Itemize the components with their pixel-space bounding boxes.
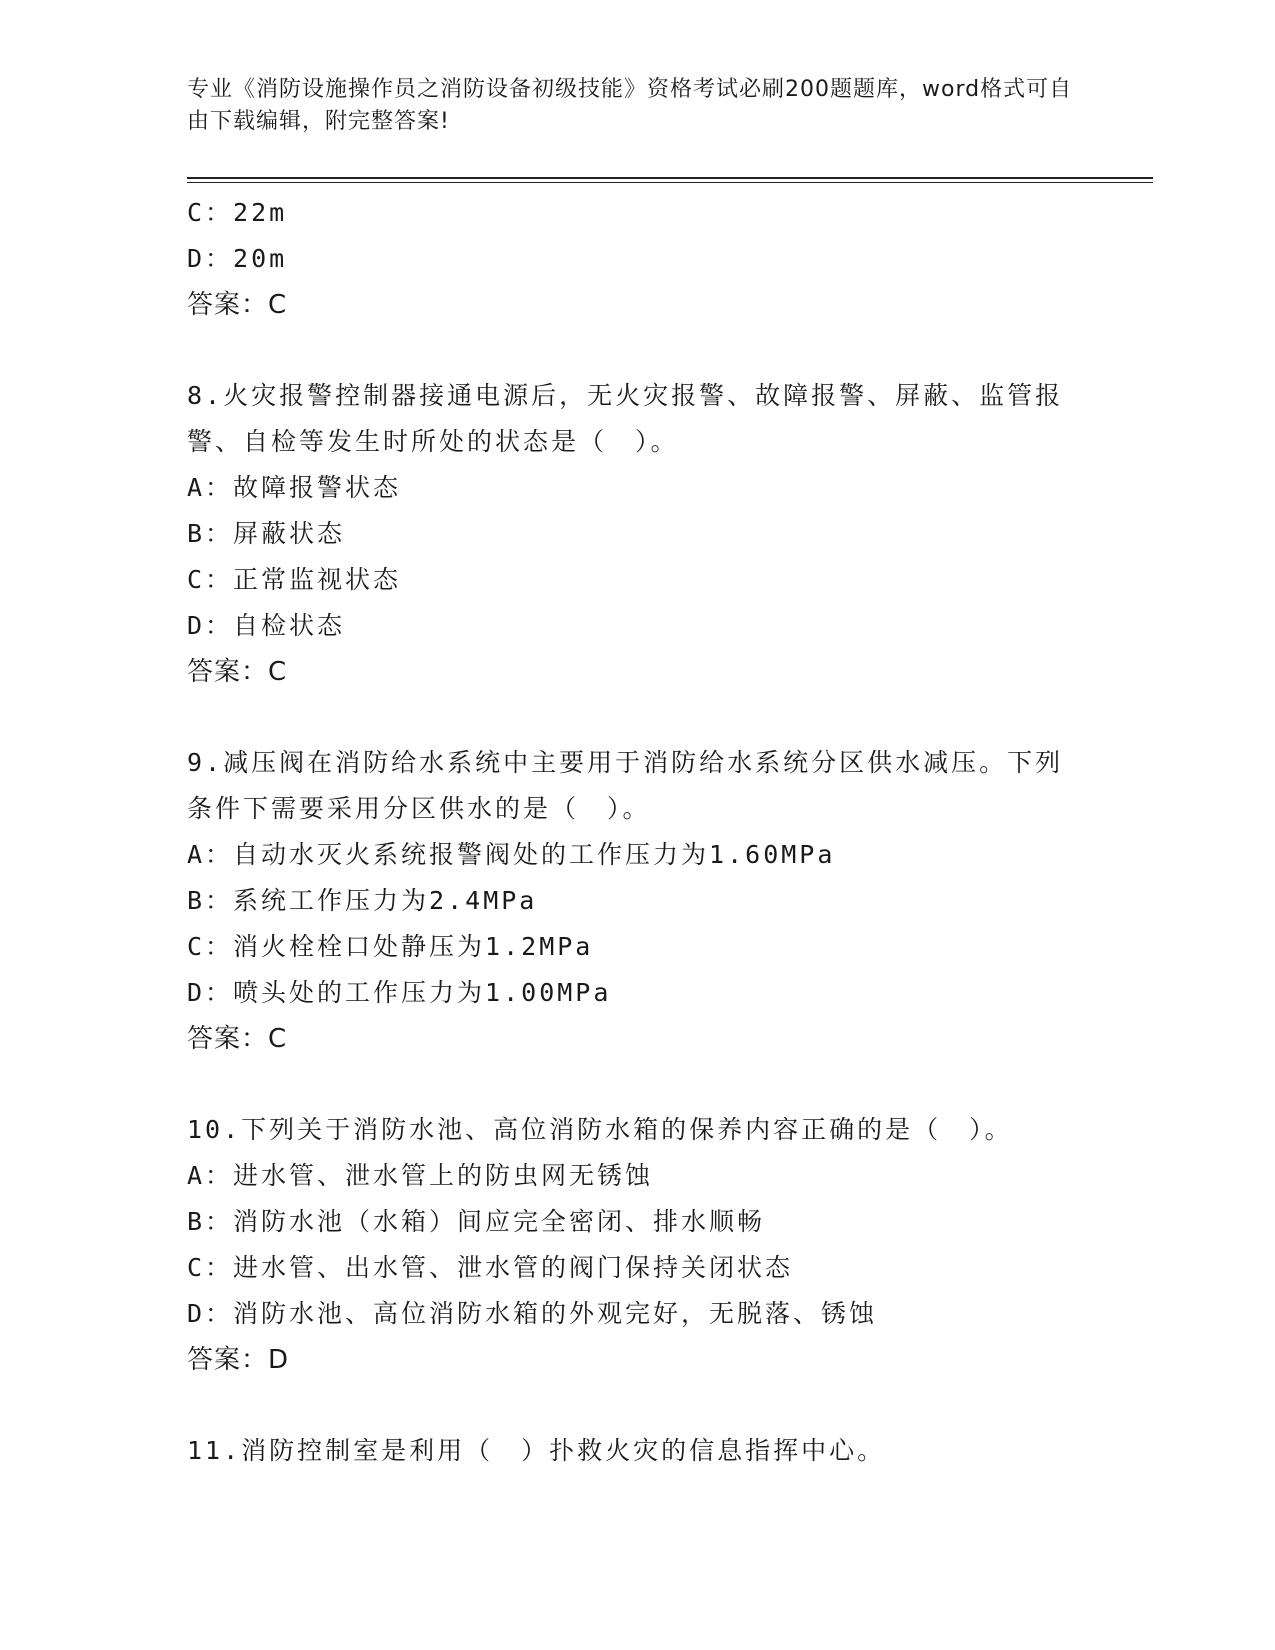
header-divider-thick	[187, 177, 1153, 179]
option-c: C：消火栓栓口处静压为1.2MPa	[187, 932, 594, 961]
option-a: A：自动水灭火系统报警阀处的工作压力为1.60MPa	[187, 840, 836, 869]
previous-question-tail	[187, 190, 1087, 328]
spacer	[187, 328, 1087, 373]
spacer	[187, 695, 1087, 740]
question-8	[187, 373, 1087, 695]
answer-line: 答案：C	[187, 1024, 288, 1054]
option-d: D：20m	[187, 244, 288, 273]
document-header	[187, 74, 1087, 138]
question-stem: 10.下列关于消防水池、高位消防水箱的保养内容正确的是（ ）。	[187, 1115, 1013, 1144]
question-stem: 8.火灾报警控制器接通电源后，无火灾报警、故障报警、屏蔽、监管报警、自检等发生时所处的状态是（ ）。	[187, 381, 1064, 456]
header-text: 专业《消防设施操作员之消防设备初级技能》资格考试必刷200题题库，word格式可自由下载编辑，附完整答案!	[187, 77, 1073, 134]
answer-line: 答案：D	[187, 1345, 290, 1375]
option-a: A：进水管、泄水管上的防虫网无锈蚀	[187, 1161, 654, 1190]
spacer	[187, 1062, 1087, 1107]
question-stem: 11.消防控制室是利用（ ）扑救火灾的信息指挥中心。	[187, 1436, 886, 1465]
option-a: A：故障报警状态	[187, 473, 402, 502]
option-b: B：系统工作压力为2.4MPa	[187, 886, 538, 915]
option-c: C：22m	[187, 198, 288, 227]
option-d: D：消防水池、高位消防水箱的外观完好，无脱落、锈蚀	[187, 1299, 878, 1328]
option-b: B：屏蔽状态	[187, 519, 346, 548]
spacer	[187, 1383, 1087, 1428]
question-10	[187, 1107, 1087, 1383]
question-content	[187, 190, 1087, 1474]
answer-line: 答案：C	[187, 657, 288, 687]
question-9	[187, 740, 1087, 1062]
option-d: D：自检状态	[187, 611, 346, 640]
answer-line: 答案：C	[187, 290, 288, 320]
header-divider-thin	[187, 182, 1153, 183]
option-c: C：进水管、出水管、泄水管的阀门保持关闭状态	[187, 1253, 794, 1282]
question-stem: 9.减压阀在消防给水系统中主要用于消防给水系统分区供水减压。下列条件下需要采用分区供水的是（ ）。	[187, 748, 1064, 823]
option-d: D：喷头处的工作压力为1.00MPa	[187, 978, 612, 1007]
option-b: B：消防水池（水箱）间应完全密闭、排水顺畅	[187, 1207, 766, 1236]
question-11	[187, 1428, 1087, 1474]
option-c: C：正常监视状态	[187, 565, 402, 594]
